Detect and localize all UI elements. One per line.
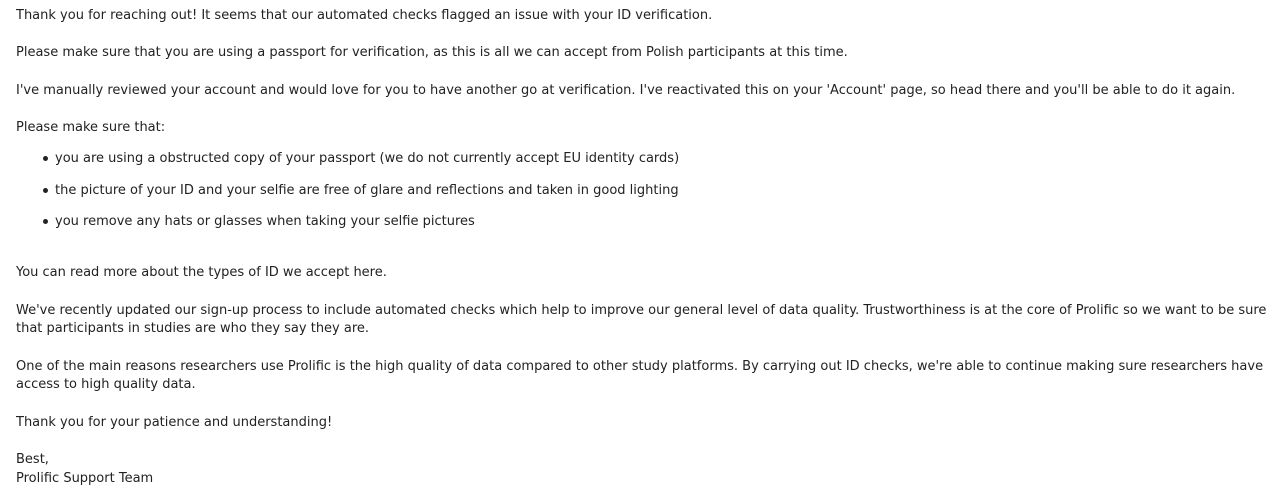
- thanks-paragraph: Thank you for your patience and understanding!: [16, 415, 333, 430]
- quality-paragraph: One of the main reasons researchers use Prolific is the high quality of data compared to other study platforms. By carrying out ID checks, we're able to continue making sure researchers have access to high quality data.: [16, 359, 1264, 392]
- bullet-icon: [43, 219, 48, 224]
- list-item-text: you remove any hats or glasses when taking your selfie pictures: [55, 214, 475, 229]
- signoff-text: Best,: [16, 452, 49, 467]
- list-item-text: the picture of your ID and your selfie are free of glare and reflections and taken in good lighting: [55, 182, 679, 198]
- read-more-text-before: You can read more about the types of ID we accept: [16, 265, 354, 280]
- bullet-icon: [43, 156, 48, 161]
- review-text-before: I've manually reviewed your account and would love for you to have another go at verification. I've reactivated this on your: [16, 83, 827, 98]
- greeting-paragraph: Thank you for reaching out! It seems that our automated checks flagged an issue with your ID verification.: [16, 8, 713, 23]
- signup-update-paragraph: We've recently updated our sign-up process to include automated checks which help to improve our general level of data quality. Trustworthiness is at the core of Prolific so we want to be sure that participants in studies are who they say they are.: [16, 303, 1267, 336]
- list-item: [16, 213, 679, 245]
- review-paragraph: [16, 82, 1235, 100]
- account-page-link[interactable]: 'Account': [826, 83, 887, 98]
- review-text-after: page, so head there and you'll be able to do it again.: [886, 83, 1236, 98]
- bullet-icon: [43, 188, 48, 193]
- passport-paragraph: Please make sure that you are using a passport for verification, as this is all we can accept from Polish participants at this time.: [16, 45, 848, 60]
- requirements-list: [16, 150, 679, 245]
- read-more-paragraph: [16, 264, 387, 282]
- list-item: [16, 150, 679, 182]
- list-item-text: you are using a obstructed copy of your passport (we do not currently accept EU identity cards): [55, 151, 680, 166]
- list-item: [16, 182, 679, 214]
- read-more-text-after: .: [382, 265, 387, 280]
- signature-text: Prolific Support Team: [16, 471, 154, 486]
- checklist-intro: Please make sure that:: [16, 120, 166, 135]
- id-types-link[interactable]: here: [353, 265, 383, 280]
